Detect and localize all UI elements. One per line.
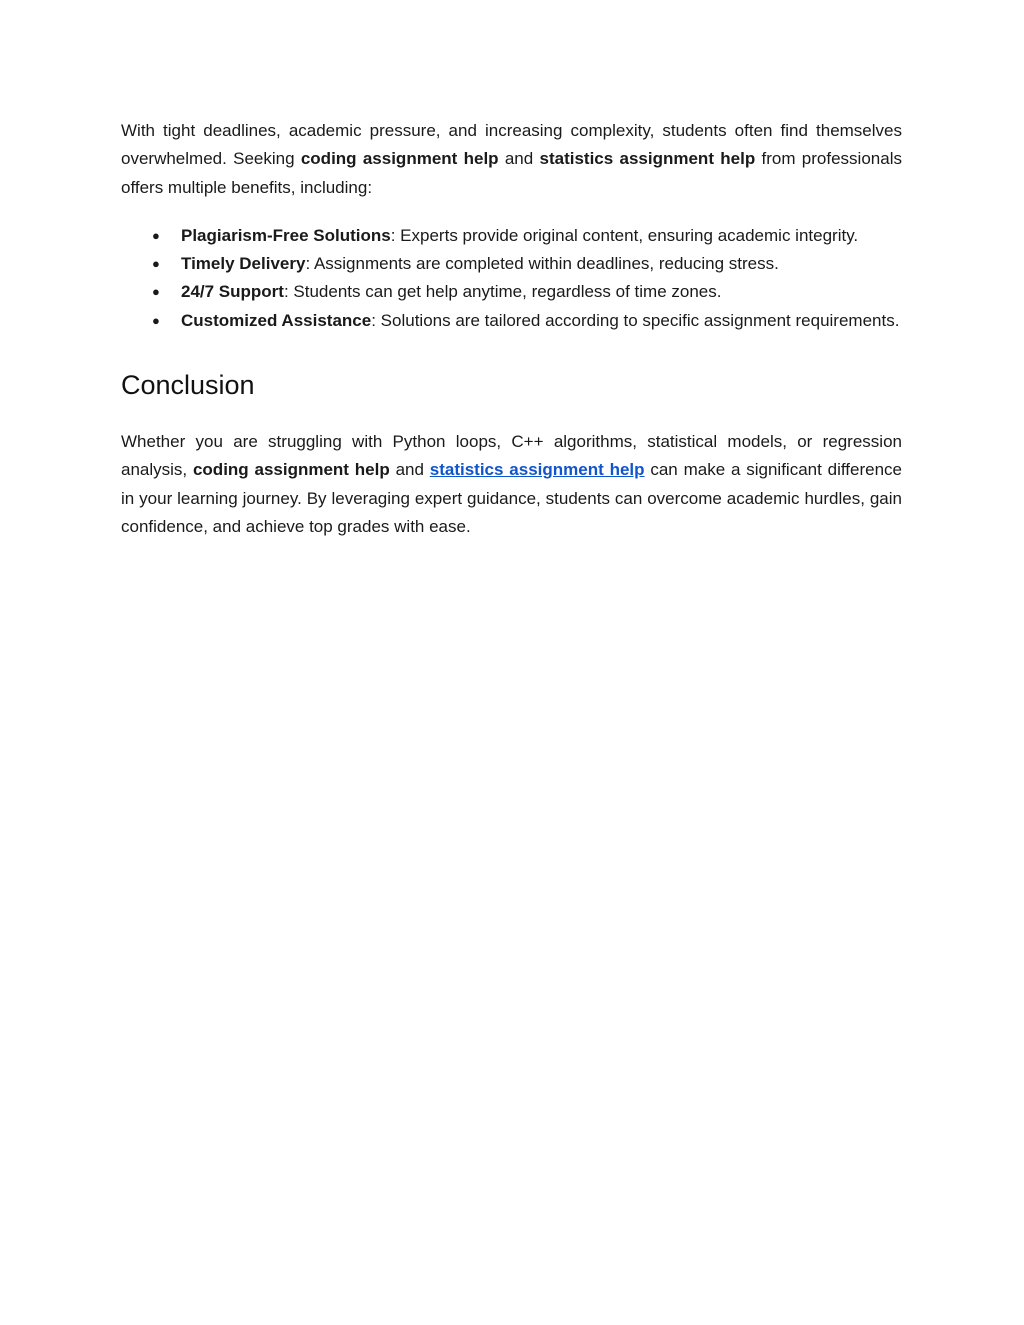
intro-text-1: With tight deadlines, academic pressure, and increasing complexity, students often find themselves overwhelmed. Seeking <box>121 121 902 169</box>
list-item <box>121 250 902 278</box>
benefit-title: Timely Delivery <box>181 254 306 274</box>
conclusion-bold-coding: coding assignment help <box>192 460 390 480</box>
list-item <box>121 278 902 306</box>
conclusion-text-3: can make a significant difference in your learning journey. By leveraging expert guidance, students can overcome academic hurdles, gain confidence, and achieve top grades with ease. <box>121 460 903 536</box>
conclusion-heading: Conclusion <box>121 370 255 401</box>
benefit-text: : Experts provide original content, ensuring academic integrity. <box>390 225 859 245</box>
benefit-text: : Assignments are completed within deadlines, reducing stress. <box>305 254 779 274</box>
conclusion-text-2: and <box>389 460 430 480</box>
bullet-icon: ● <box>152 312 160 328</box>
conclusion-text-1: Whether you are struggling with Python loops, C++ algorithms, statistical models, or regression analysis, <box>121 432 902 480</box>
conclusion-paragraph <box>121 428 902 541</box>
statistics-assignment-help-link[interactable]: statistics assignment help <box>429 460 645 480</box>
benefit-title: 24/7 Support <box>181 282 284 302</box>
benefits-list <box>121 222 902 335</box>
list-item <box>121 222 902 250</box>
bullet-icon: ● <box>152 256 160 272</box>
benefit-title: Customized Assistance <box>181 310 372 330</box>
benefit-title: Plagiarism-Free Solutions <box>181 225 391 245</box>
bullet-icon: ● <box>152 284 160 300</box>
intro-text-3: from professionals offers multiple benefits, including: <box>121 149 902 197</box>
benefit-text: : Solutions are tailored according to specific assignment requirements. <box>371 310 900 330</box>
intro-text-2: and <box>498 149 540 169</box>
intro-paragraph <box>121 117 902 202</box>
intro-bold-statistics: statistics assignment help <box>539 149 756 169</box>
list-item <box>121 307 902 335</box>
benefit-text: : Students can get help anytime, regardless of time zones. <box>283 282 722 302</box>
document-page <box>121 117 902 541</box>
bullet-icon: ● <box>152 227 160 243</box>
intro-bold-coding: coding assignment help <box>300 149 499 169</box>
